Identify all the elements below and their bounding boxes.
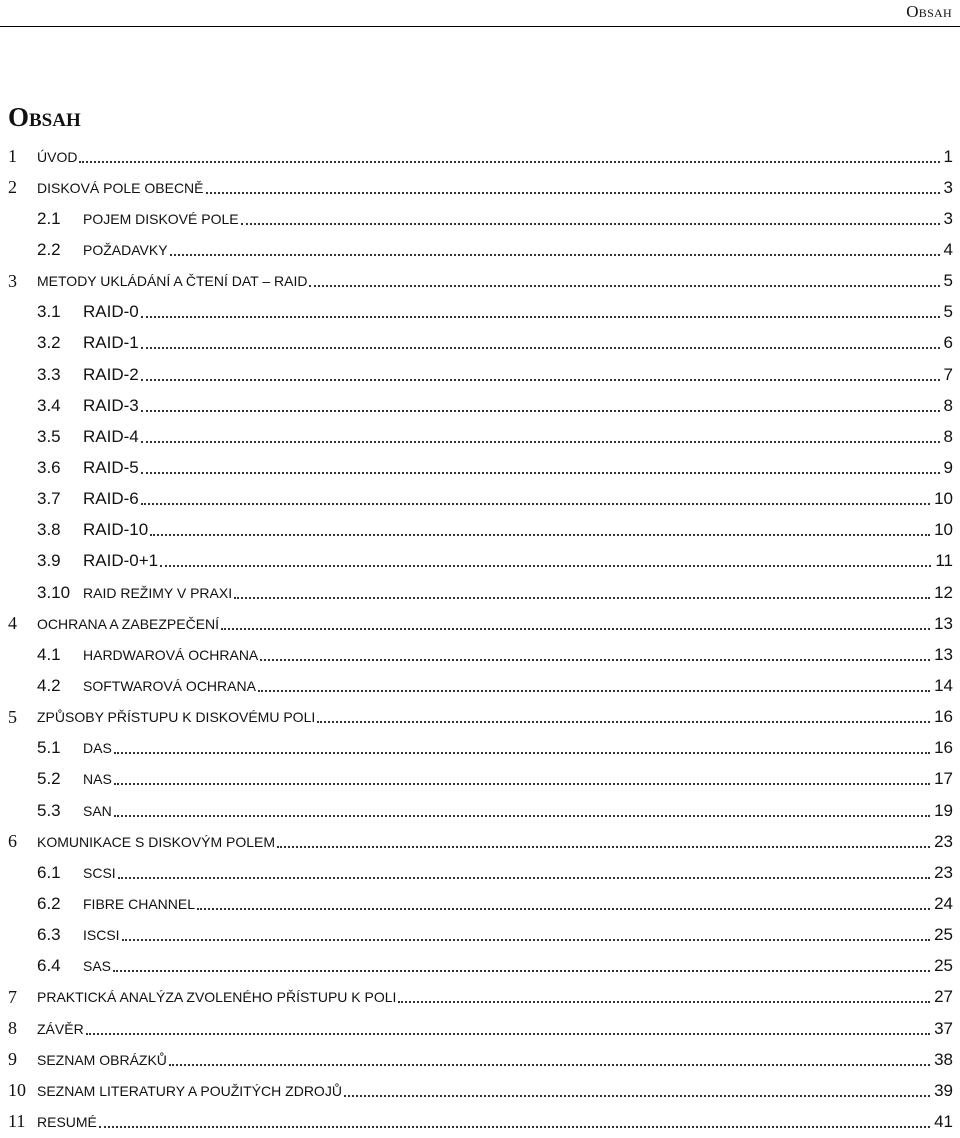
toc-entry-page: 10 [934,520,953,540]
toc-dot-leader [197,908,930,910]
toc-dot-leader [170,254,940,256]
toc-dot-leader [206,192,940,194]
toc-entry-title: ÚVOD [37,148,78,165]
toc-entry-page: 8 [943,426,953,446]
toc-entry-page: 39 [934,1080,953,1100]
toc-entry-page: 3 [943,208,953,228]
toc-entry-page: 10 [934,489,953,509]
toc-entry-title: RAID-10 [83,520,149,540]
toc-entry-number: 5.2 [37,769,61,789]
toc-dot-leader [169,1064,930,1066]
toc-dot-leader [114,752,930,754]
toc-entry-title: SCSI [83,864,116,881]
toc-entry-number: 7 [8,986,17,1007]
toc-entry-page: 19 [934,800,953,820]
toc-entry[interactable] [0,639,960,670]
toc-entry[interactable] [0,1106,960,1137]
toc-dot-leader [79,161,939,163]
toc-entry[interactable] [0,764,960,795]
toc-entry[interactable] [0,670,960,701]
toc-dot-leader [317,721,930,723]
toc-dot-leader [260,659,930,661]
toc-dot-leader [241,223,940,225]
toc-entry-number: 6.3 [37,925,61,945]
toc-entry-page: 25 [934,925,953,945]
toc-entry-title: SAS [83,958,112,975]
toc-entry-page: 13 [934,613,953,633]
toc-entry[interactable] [0,1013,960,1044]
toc-entry-title: DISKOVÁ POLE OBECNĚ [37,179,204,196]
toc-dot-leader [160,565,931,567]
toc-entry-page: 37 [934,1018,953,1038]
toc-entry-page: 38 [934,1049,953,1069]
toc-entry-title: DAS [83,740,112,757]
toc-entry[interactable] [0,608,960,639]
toc-entry-title: PRAKTICKÁ ANALÝZA ZVOLENÉHO PŘÍSTUPU K POLI [37,989,397,1006]
toc-dot-leader [141,503,930,505]
toc-entry-number: 3.5 [37,426,61,446]
toc-entry[interactable] [0,702,960,733]
toc-entry-page: 11 [935,551,953,571]
toc-dot-leader [234,597,930,599]
running-header [0,0,960,27]
toc-entry-page: 14 [934,675,953,695]
toc-entry-title: ZÁVĚR [37,1020,84,1037]
toc-dot-leader [86,1033,930,1035]
toc-entry-number: 3.9 [37,551,61,571]
toc-entry-number: 3.8 [37,520,61,540]
toc-entry-page: 8 [943,395,953,415]
toc-entry-title: RAID REŽIMY V PRAXI [83,584,233,601]
toc-entry[interactable] [0,328,960,359]
toc-entry-page: 6 [943,333,953,353]
toc-dot-leader [141,410,940,412]
toc-entry-page: 12 [934,582,953,602]
toc-entry-title: NAS [83,771,112,788]
toc-entry-number: 5.3 [37,800,61,820]
toc-entry-number: 2 [8,177,17,198]
toc-entry-page: 13 [934,644,953,664]
toc-entry-page: 16 [934,707,953,727]
toc-entry-title: KOMUNIKACE S DISKOVÝM POLEM [37,833,276,850]
toc-dot-leader [309,285,939,287]
toc-entry[interactable] [0,857,960,888]
toc-dot-leader [141,472,940,474]
toc-dot-leader [141,316,940,318]
toc-entry-number: 8 [8,1018,17,1038]
toc-entry-number: 2.2 [37,239,61,259]
toc-entry[interactable] [0,452,960,483]
toc-entry[interactable] [0,888,960,919]
toc-entry-page: 4 [943,239,953,259]
toc-entry-title: RAID-3 [83,395,139,415]
toc-entry-title: RAID-6 [83,489,139,509]
toc-entry-title: OCHRANA A ZABEZPEČENÍ [37,615,220,632]
toc-entry[interactable] [0,577,960,608]
toc-entry-title: RAID-0 [83,302,139,322]
toc-dot-leader [114,783,930,785]
toc-entry[interactable] [0,421,960,452]
toc-entry-number: 6.1 [37,862,61,882]
toc-entry-page: 16 [934,738,953,758]
toc-entry-title: RAID-0+1 [83,551,159,571]
toc-entry-title: SAN [83,802,112,819]
toc-entry-title: RAID-2 [83,364,139,384]
toc-entry[interactable] [0,390,960,421]
toc-entry-number: 3.3 [37,364,61,384]
toc-dot-leader [141,379,940,381]
toc-dot-leader [141,347,940,349]
toc-entry[interactable] [0,795,960,826]
toc-entry-title: HARDWAROVÁ OCHRANA [83,646,259,663]
toc-entry-page: 23 [934,862,953,882]
toc-entry-page: 5 [943,302,953,322]
toc-dot-leader [113,970,930,972]
toc-entry[interactable] [0,515,960,546]
toc-entry[interactable] [0,920,960,951]
toc-entry-number: 6.4 [37,956,61,976]
toc-dot-leader [398,1001,930,1003]
toc-entry-page: 5 [943,271,953,291]
toc-entry-number: 3.10 [37,582,71,602]
toc-dot-leader [114,815,930,817]
toc-dot-leader [118,877,930,879]
toc-entry-number: 6.2 [37,893,61,913]
toc-entry[interactable] [0,733,960,764]
toc-entry-number: 3.7 [37,489,61,509]
toc-entry-number: 3 [8,270,17,291]
toc-entry-page: 24 [934,893,953,913]
running-header-title: Obsah [906,2,952,21]
toc-entry-title: POJEM DISKOVÉ POLE [83,210,239,227]
toc-entry-title: RAID-4 [83,426,139,446]
toc-entry-number: 4.1 [37,644,61,664]
toc-entry-page: 41 [934,1111,953,1131]
toc-entry-number: 1 [8,146,17,167]
toc-entry[interactable] [0,951,960,982]
toc-entry[interactable] [0,297,960,328]
toc-entry[interactable] [0,1044,960,1075]
toc-entry-number: 4 [8,613,17,634]
toc-entry-page: 17 [934,769,953,789]
toc-entry[interactable] [0,234,960,265]
toc-entry[interactable] [0,982,960,1013]
toc-entry-number: 5 [8,706,17,727]
toc-heading: Obsah [8,102,81,132]
toc-entry-title: POŽADAVKY [83,241,168,258]
toc-entry-title: SOFTWAROVÁ OCHRANA [83,677,256,694]
toc-entry-title: FIBRE CHANNEL [83,895,196,912]
toc-entry-number: 5.1 [37,738,61,758]
toc-entry-number: 3.4 [37,395,61,415]
toc-entry-title: SEZNAM LITERATURY A POUŽITÝCH ZDROJŮ [37,1082,342,1099]
toc-entry[interactable] [0,484,960,515]
toc-entry-number: 3.1 [37,302,61,322]
toc-entry-page: 9 [943,457,953,477]
toc-entry[interactable] [0,546,960,577]
toc-dot-leader [99,1126,930,1128]
toc-entry-title: RAID-5 [83,457,139,477]
toc-entry-title: ISCSI [83,927,120,944]
toc-entry-number: 4.2 [37,675,61,695]
toc-entry-number: 10 [8,1080,26,1101]
table-of-contents [0,141,960,1138]
toc-entry-page: 7 [943,364,953,384]
toc-entry-title: RESUMÉ [37,1113,97,1130]
toc-dot-leader [258,690,930,692]
toc-dot-leader [122,939,931,941]
toc-entry-page: 23 [934,831,953,851]
toc-entry-number: 6 [8,831,17,852]
toc-entry-page: 1 [943,146,953,166]
toc-entry-number: 2.1 [37,208,61,228]
toc-dot-leader [150,534,930,536]
toc-entry-title: ZPŮSOBY PŘÍSTUPU K DISKOVÉMU POLI [37,709,316,726]
toc-entry-page: 27 [934,987,953,1007]
toc-entry[interactable] [0,359,960,390]
toc-entry[interactable] [0,172,960,203]
toc-entry-title: SEZNAM OBRÁZKŮ [37,1051,167,1068]
toc-entry[interactable] [0,141,960,172]
toc-entry-page: 25 [934,956,953,976]
toc-entry[interactable] [0,1075,960,1106]
toc-entry-title: METODY UKLÁDÁNÍ A ČTENÍ DAT – RAID [37,273,308,290]
toc-entry-number: 9 [8,1049,17,1070]
toc-entry[interactable] [0,266,960,297]
toc-dot-leader [344,1095,930,1097]
toc-dot-leader [221,628,930,630]
toc-entry[interactable] [0,826,960,857]
toc-entry-title: RAID-1 [83,333,139,353]
toc-entry-number: 3.2 [37,333,61,353]
toc-entry-page: 3 [943,177,953,197]
toc-dot-leader [141,441,940,443]
toc-entry-number: 11 [8,1111,26,1132]
toc-entry[interactable] [0,203,960,234]
toc-dot-leader [277,846,930,848]
toc-entry-number: 3.6 [37,457,61,477]
